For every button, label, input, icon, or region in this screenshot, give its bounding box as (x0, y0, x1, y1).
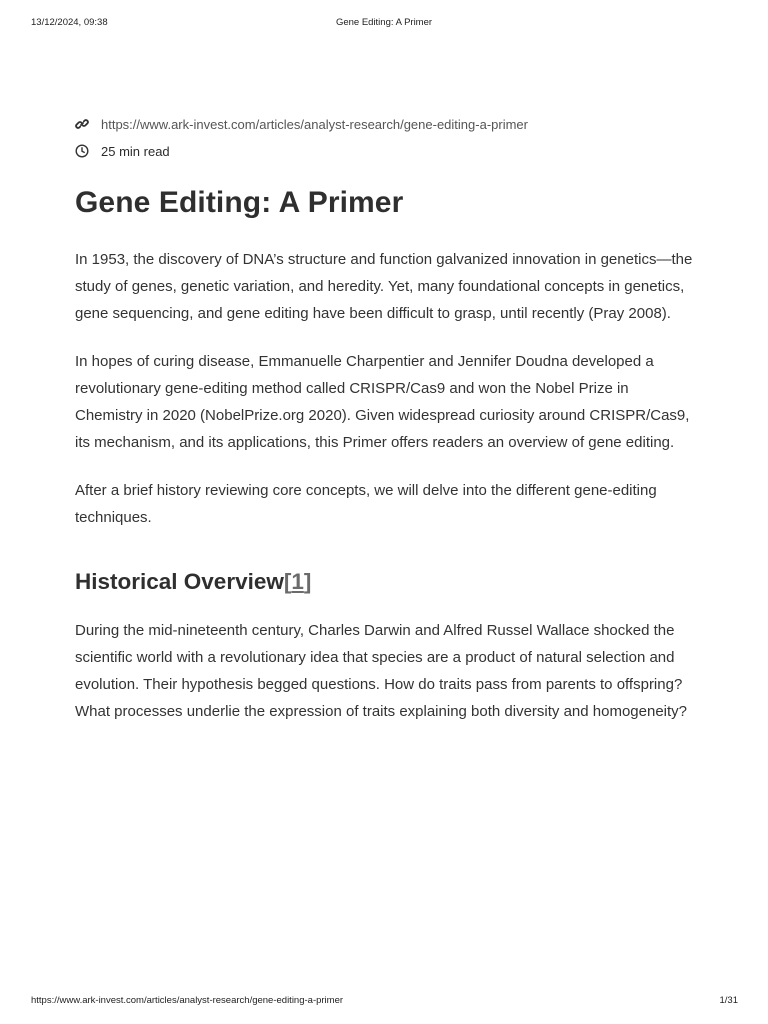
footnote-number[interactable]: 1 (291, 569, 304, 594)
intro-paragraph-1: In 1953, the discovery of DNA’s structure and function galvanized innovation in genetics—the study of genes, genetic variation, and heredity. Yet, many foundational concepts in genetics, gene sequencing, and gene editing have been difficult to grasp, until recently (Pray 2008). (75, 251, 693, 322)
source-link-row[interactable] (75, 114, 700, 134)
footnote-link[interactable] (284, 569, 312, 594)
section-heading-text: Historical Overview (75, 569, 284, 594)
read-time-row (75, 141, 700, 161)
section-heading-historical-overview (75, 569, 700, 595)
source-url[interactable]: https://www.ark-invest.com/articles/analyst-research/gene-editing-a-primer (101, 116, 528, 132)
read-time: 25 min read (101, 143, 170, 159)
intro-paragraph-3: After a brief history reviewing core concepts, we will delve into the different gene-editing techniques. (75, 482, 657, 526)
print-doc-title: Gene Editing: A Primer (335, 17, 433, 28)
print-header (0, 17, 768, 31)
section-paragraph-1: During the mid-nineteenth century, Charles Darwin and Alfred Russel Wallace shocked the scientific world with a revolutionary idea that species are a product of natural selection and evolution. Their hypothesis begged questions. How do traits pass from parents to offspring? What processes underlie the expression of traits explaining both diversity and homogeneity? (75, 622, 688, 720)
clock-icon (75, 144, 89, 158)
link-icon (75, 117, 89, 131)
footnote-open-bracket: [ (283, 569, 292, 594)
footnote-close-bracket: ] (303, 569, 312, 594)
article (75, 114, 700, 746)
page-indicator: 1/31 (719, 995, 738, 1006)
print-datetime: 13/12/2024, 09:38 (31, 17, 108, 28)
intro-paragraph-2: In hopes of curing disease, Emmanuelle Charpentier and Jennifer Doudna developed a revolutionary gene-editing method called CRISPR/Cas9 and won the Nobel Prize in Chemistry in 2020 (NobelPrize.org 2020). Given widespread curiosity around CRISPR/Cas9, its mechanism, and its applications, this Primer offers readers an overview of gene editing. (75, 353, 690, 451)
page-title: Gene Editing: A Primer (75, 186, 404, 219)
print-footer-url: https://www.ark-invest.com/articles/analyst-research/gene-editing-a-primer (31, 995, 344, 1006)
